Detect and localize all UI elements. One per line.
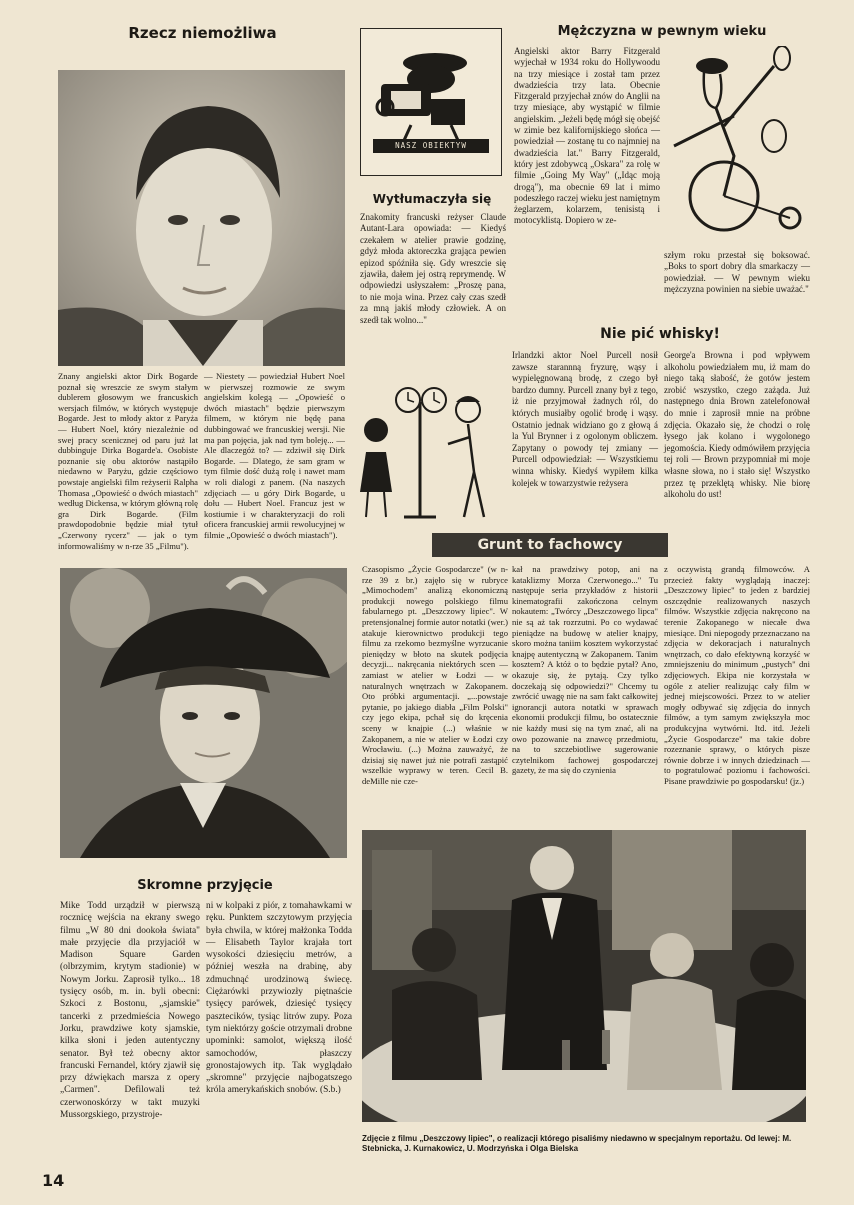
costume-portrait-image — [60, 568, 347, 858]
article1-column-1: Znany angielski aktor Dirk Bogarde poznał się wreszcie ze swym stałym dublerem głosowym we francuskich wersjach filmów, w których występuje Bogarde. Jest to młody aktor z Paryża — Hubert Noel, który niezależnie od swej pracy scenicznej od paru już lat dubbinguje Dirka Bogarde'a. Osobiste poznanie się obu aktorów nastąpiło niedawno w Paryżu, gdzie częściowo powstaje angielski film reżyserii Ralpha Thomasa „Opowieść o dwóch miastach" według Dickensa, w którym główną rolę gra Dirk Bogarde. (Film prawdopodobnie będzie miał tytuł „Czerwony rycerz" — jak o tym informowaliśmy w n-rze 35 „Filmu"). — [58, 371, 198, 551]
article-title-nie-pic-whisky: Nie pić whisky! — [600, 326, 720, 342]
article3-column-1: Angielski aktor Barry Fitzgerald wyjechał w 1934 roku do Hollywoodu na trzy miesiące i został tam przez dwadzieścia trzy lata. Obecnie Fitzgerald przyjechał znów do Anglii na trzy miesiące, aby wystąpić w filmie angielskim. „Jeżeli będę mógł się obejść w zimie bez kalifornijskiego słońca — powiedział — zostanę tu co najmniej na dwadzieścia lat." Barry Fitzgerald, który jest zdobywcą „Oskara" za rolę w filmie „Going My Way" („Idąc moją drogą"), ma obecnie 69 lat i mimo podeszłego raczej wieku jest namiętnym żeglarzem, kolarzem, tenisistą i motocyklistą. Dopiero w ze- — [514, 46, 660, 226]
penny-farthing-cartoon — [664, 46, 812, 236]
article6-column-1: Mike Todd urządził w pierwszą rocznicę wejścia na ekrany swego filmu „W 80 dni dookoła świata" małe przyjęcie dla przyjaciół w Madison Square Garden (olbrzymim, krytym stadionie) w Nowym Jorku. Zaprosił tylko... 18 tysięcy osób, m. in. byli obecni: Szkoci z Bostonu, „sjamskie" tancerki z przedmieścia Nowego Jorku, prawdziwe koty sjamskie, kilka słoni i jeden autentyczny senator. Był też obecny aktor francuski Fernandel, który zjawił się przy dźwiękach marsza z opery „Carmen". Defilowali też czerwonoskórzy w takt muzyki Mussorgskiego, przystroje- — [60, 901, 200, 1121]
article-title-skromne-przyjecie: Skromne przyjęcie — [137, 878, 273, 893]
article-title-wytlumaczyla-sie: Wytłumaczyła się — [372, 192, 492, 206]
article5-column-2: kał na prawdziwy potop, ani na kataklizmy Morza Czerwonego..." Tu następuje seria przykładów z historii kinematografii zakończona celnym nokautem: „Twórcy „Deszczowego lipca" nie są aż tak rozrzutni. Po co wydawać pieniądze na budowę w atelier knajpy, skoro można taniim kosztem wykorzystać knajpę autentyczną w Zakopanem. Tanim kosztem? A któż o to będzie pytał? Ano, okazuje się, że pytają. Czy tylko doczekają się odpowiedzi?" Chcemy tu zwrócić uwagę nie na sam fakt całkowitej ignorancji autora notatki w sprawach ekonomii produkcji filmu, bo ostatecznie nie każdy musi się na tym znać, ali na owo pozowanie na znawcę przedmiotu, na to szczebiotliwe sugerowanie czytelnikom fachowej gospodarczej gazety, że ma się do czynienia — [512, 564, 658, 776]
article-title-grunt-to-fachowcy: Grunt to fachowcy — [432, 533, 668, 557]
film-still-image — [362, 830, 806, 1122]
clock-cartoon-illustration — [356, 372, 504, 522]
couple-cartoon-image — [356, 372, 504, 522]
photo-dirk-bogarde — [58, 70, 345, 366]
page-number: 14 — [42, 1171, 65, 1190]
article3-column-2: szłym roku przestał się boksować. „Boks to sport dobry dla smarkaczy — powiedział. — W pewnym wieku mężczyzna powinien na siebie uważać." — [664, 250, 810, 294]
article-title-rzecz-niemozliwa: Rzecz niemożliwa — [128, 24, 277, 42]
camera-operator-icon — [361, 29, 501, 175]
article-title-mezczyzna: Mężczyzna w pewnym wieku — [557, 24, 767, 39]
cyclist-cartoon-illustration — [664, 46, 812, 236]
photo-caption: Zdjęcie z filmu „Deszczowy lipiec", o realizacji którego pisaliśmy niedawno w specjalnym reportażu. Od lewej: M. Stebnicka, J. Kurnakowicz, U. Modrzyńska i Olga Bielska — [362, 1134, 792, 1153]
article2-text: Znakomity francuski reżyser Claude Autant-Lara opowiada: — Kiedyś czekałem w atelier prawie godzinę, gdyż młoda aktoreczka grająca pewien epizod spóźniła się. Gdy wreszcie się zjawiła, dałem jej ostrą reprymendę. W odpowiedzi usłyszałem: „Proszę pana, to nie moja wina. Przez cały czas szedł za mną jakiś młody człowiek. A on szedł tak wolno..." — [360, 212, 506, 325]
nasz-obiektyw-logo — [360, 28, 502, 176]
logo-label: NASZ OBIEKTYW — [373, 139, 489, 153]
article5-column-1: Czasopismo „Życie Gospodarcze" (w n-rze 39 z br.) zajęło się w rubryce „Mimochodem" analizą ekonomiczną produkcji nowego polskiego filmu fabularnego pt. „Deszczowy lipiec". W pretensjonalnej formie autor notatki (wer.) atakuje kierownictwo produkcji tego filmu za rzekomo bezmyślne wyrzucanie pieniędzy w błoto na skutek podjęcia decyzji... nakręcania niektórych scen — zamiast w atelier w Łodzi — w naturalnych wnętrzach w Zakopanem. Oto próbki argumentacji. „...powstaje pytanie, po jakiego diabła „Film Polski" czy jego ekipa, pchał się do kręcenia sceny w knajpie (...) właśnie w Zakopanem, a nie w atelier w Łodzi czy Wrocławiu. (...) Można zauważyć, że dzisiaj się nawet już nie potrafi zastąpić wszelkie wyprawy w teren. Cecil B. deMille nie cze- — [362, 564, 508, 786]
article4-column-2: George'a Browna i pod wpływem alkoholu powiedziałem mu, iż mam do niego taką słabość, że gotów jestem zrobić wszystko, czego zażąda. Już następnego dnia Brown zatelefonował do mnie i zaprosił mnie na próbne zdjęcia. Okazało się, że chodzi o rolę łysego jak kolano i wygolonego jegomościa. Kiedy odmówiłem przyjęcia tej roli — Brown przypomniał mi moje własne słowa, no i stało się! Wszystko przez tę przeklętą whisky. Nie biorę alkoholu do ust! — [664, 350, 810, 500]
article6-column-2: ni w kolpaki z piór, z tomahawkami w ręku. Punktem szczytowym przyjęcia była chwila, w której małżonka Todda — Elisabeth Taylor krajała tort wysokości dziesięciu metrów, a później weszła na drabinę, aby zdmuchnąć urodzinową świecę. Ciężarówki przywiozły piętnaście tysięcy parówek, dziesięć tysięcy pasztecików, tysiąc litrów zupy. Poza tym niektórzy goście otrzymali drobne upominki: samolot, większą ilość samochodów, płaszczy gronostajowych itp. Tak wyglądało „skromne" przyjęcie najbogatszego króla amerykańskich snobów. (S.b.) — [206, 901, 352, 1096]
photo-hubert-noel — [60, 568, 347, 858]
photo-deszczowy-lipiec — [362, 830, 806, 1122]
article5-column-3: z oczywistą grandą filmowców. A przecież fakty wyglądają inaczej: „Deszczowy lipiec" to jeden z bardziej oszczędnie realizowanych naszych filmów. Wszystkie zdjęcia nakręcono na terenie Zakopanego w niecałe dwa miesiące. Dni niepogody przeznaczano na zdjęcia w dekoracjach i naturalnych wnętrzach, co dało efektywną korzyść w zmniejszeniu do minimum „pustych" dni zdjęciowych. Ekipa nie korzystała w ogóle z atelier realizując cały film w jednej miejscowości. Przez to w atelier mogły odbywać się zdjęcia do innych filmów, a tym samym zwiększyła moc produkcyjna wytwórni. Itd. itd. Jeżeli „Życie Gospodarcze" ma takie dobre rozeznanie sprawy, o których pisze równie dobrze i w innych dziedzinach — to pogratulować poziomu i fachowości. Pisane prawdziwie po gospodarsku! (jz.) — [664, 564, 810, 786]
article1-column-2: — Niestety — powiedział Hubert Noel w pierwszej rozmowie ze swym angielskim kolegą — „Opowieść o dwóch miastach" będzie pierwszym filmem, w którym nie będę pana dubbingować we francuskiej wersji. Nie ma pan pojęcia, jak nad tym boleję... — Ale dlaczegóż to? — zdziwił się Dirk Bogarde. — Dlatego, że sam gram w tym filmie dość dużą rolę i nawet mam w roli dialogi z panem. (Na naszych zdjęciach — u góry Dirk Bogarde, u dołu — Hubert Noel. Francuz jest w kostiumie i w charakteryzacji do roli oficera francuskiej armii rewolucyjnej w filmie „Opowieść o dwóch miastach"). — [204, 371, 345, 540]
portrait-image — [58, 70, 345, 366]
article4-column-1: Irlandzki aktor Noel Purcell nosił zawsze starannną fryzurę, wąsy i wypielęgnowaną brodę, z czego był bardzo dumny. Purcell znany był z tego, iż nie przyjmował żadnych ról, do których musiałby ogolić brodę i wąsy. Ostatnio jednak widziano go z głową á la Yul Brynner i z ogolonym obliczem. Zapytany o powody tej zmiany — Purcell odpowiedział: — Wszystkiemu winna whisky. Kiedyś wypiłem kilka kolejek w towarzystwie reżysera — [512, 350, 658, 488]
